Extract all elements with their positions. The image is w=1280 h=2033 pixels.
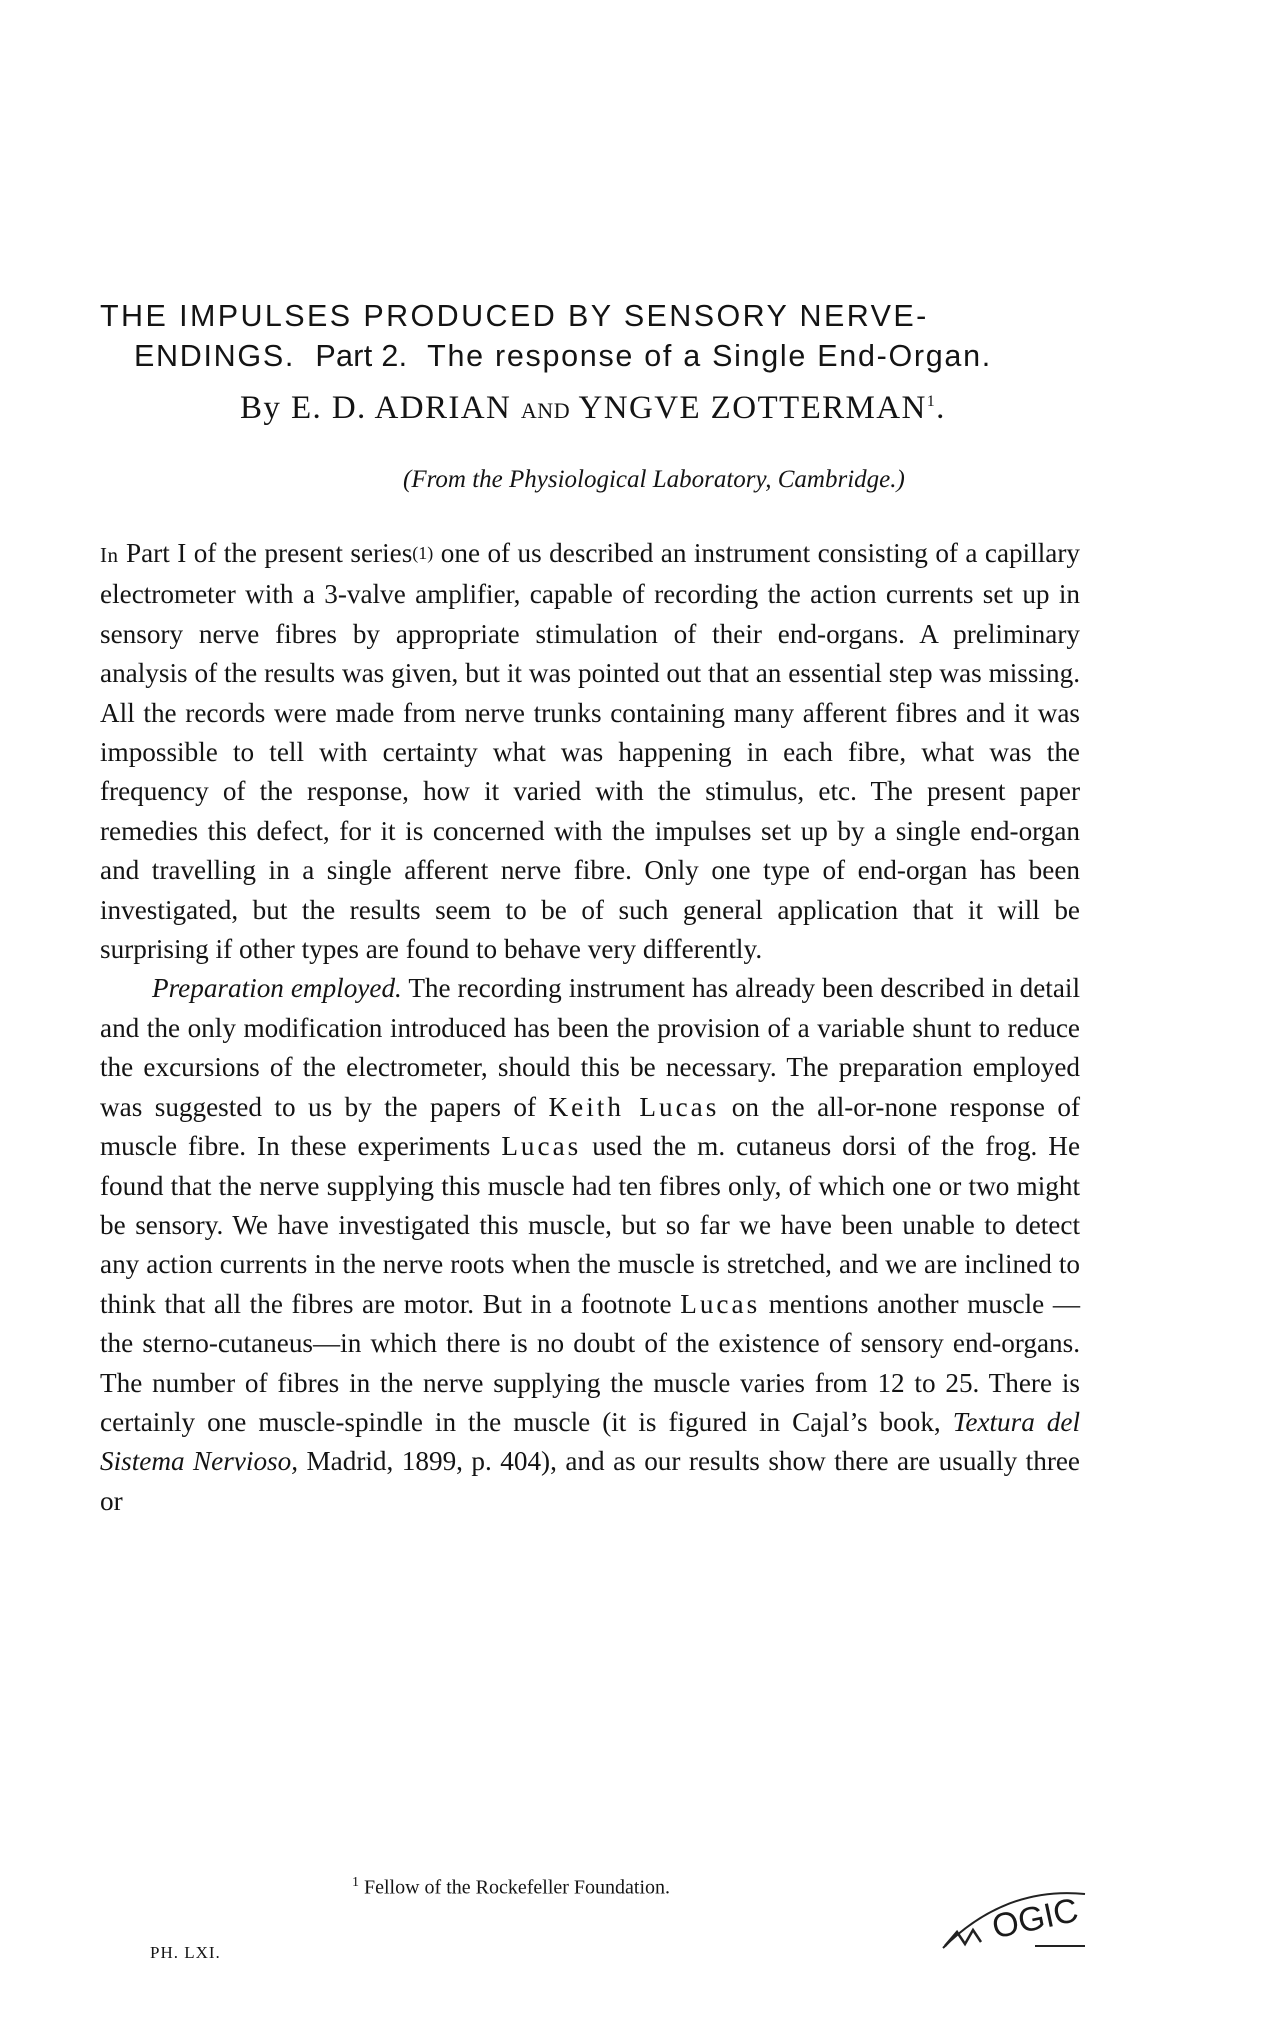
section-heading-preparation: Preparation employed. <box>152 973 402 1004</box>
library-stamp <box>935 1886 1090 1952</box>
title-part-number: Part 2. <box>315 339 408 373</box>
body-text <box>100 534 1080 1521</box>
author-adrian: E. D. ADRIAN <box>290 390 512 426</box>
paper-title-line1: THE IMPULSES PRODUCED BY SENSORY NERVE- <box>100 299 929 333</box>
author-footnote-mark: 1 <box>926 393 937 410</box>
paper-title-line2 <box>134 336 1100 376</box>
byline-by: By <box>240 390 282 426</box>
prep-text-d: mentions another muscle —the sterno-cutaneus—in which there is no doubt of the existence of sensory end-organs. The number of fibres in the nerve supplying the muscle varies from 12 to 25. There is certainly one muscle-spindle in the muscle (it is figured in Cajal’s book, <box>100 1288 1081 1437</box>
affiliation: (From the Physiological Laboratory, Cambridge.) <box>403 466 905 493</box>
footnote-mark: 1 <box>352 1875 359 1890</box>
byline-and: AND <box>520 398 571 423</box>
name-lucas-1: Lucas <box>501 1131 582 1162</box>
prep-text-c: used the m. cutaneus dorsi of the frog. He found that the nerve supplying this muscle had ten fibres only, of which one or two might be sensory. We have investigated this muscle, but so far we have been unable to detect any action currents in the nerve roots when the muscle is stretched, and we are inclined to think that all the fibres are motor. But in a footnote <box>100 1131 1081 1319</box>
intro-text-b: one of us described an instrument consisting of a capillary electrometer with a 3-valve amplifier, capable of recording the action currents set up in sensory nerve fibres by appropriate stimulation of their end-organs. A preliminary analysis of the results was given, but it was pointed out that an essential step was missing. All the records were made from nerve trunks containing many afferent fibres and it was impossible to tell with certainty what was happening in each fibre, what was the frequency of the response, how it varied with the stimulus, etc. The present paper remedies this defect, for it is concerned with the impulses set up by a single end-organ and travelling in a single afferent nerve fibre. Only one type of end-organ has been investigated, but the results seem to be of such general application that it will be surprising if other types are found to behave very differently. <box>100 538 1081 965</box>
drop-word: In <box>100 543 119 567</box>
name-lucas-2: Lucas <box>680 1288 761 1319</box>
prep-text-b: on the all-or-none response of muscle fibre. In these experiments <box>100 1091 1081 1162</box>
book-title: Textura del Sistema Nervioso, <box>100 1406 1080 1477</box>
footnote <box>352 1875 670 1900</box>
title-endings: ENDINGS. <box>134 339 296 373</box>
author-zotterman: YNGVE ZOTTERMAN <box>578 390 927 426</box>
intro-text-a: Part I of the present series <box>125 538 413 568</box>
author-byline: By E. D. ADRIAN AND YNGVE ZOTTERMAN$^1$. <box>240 390 946 426</box>
footnote-text: Fellow of the Rockefeller Foundation. <box>364 1876 671 1899</box>
paragraph-preparation <box>100 969 1080 1521</box>
prep-text-a: The recording instrument has already been described in detail and the only modification introduced has been the provision of a variable shunt to reduce the excursions of the electrometer, should this be necessary. The preparation employed was suggested to us by the papers of <box>100 973 1081 1122</box>
paragraph-intro <box>100 534 1080 969</box>
stamp-text: OGIC <box>988 1891 1082 1947</box>
stamp-squiggle <box>945 1930 981 1946</box>
prep-text-e: Madrid, 1899, p. 404), and as our results show there are usually three or <box>100 1446 1081 1516</box>
title-subtitle: The response of a Single End-Organ. <box>427 339 992 373</box>
reference-marker: (1) <box>412 543 434 563</box>
title-block <box>100 296 1100 433</box>
signature-mark: PH. LXI. <box>150 1943 221 1962</box>
name-keith-lucas: Keith Lucas <box>548 1091 720 1122</box>
